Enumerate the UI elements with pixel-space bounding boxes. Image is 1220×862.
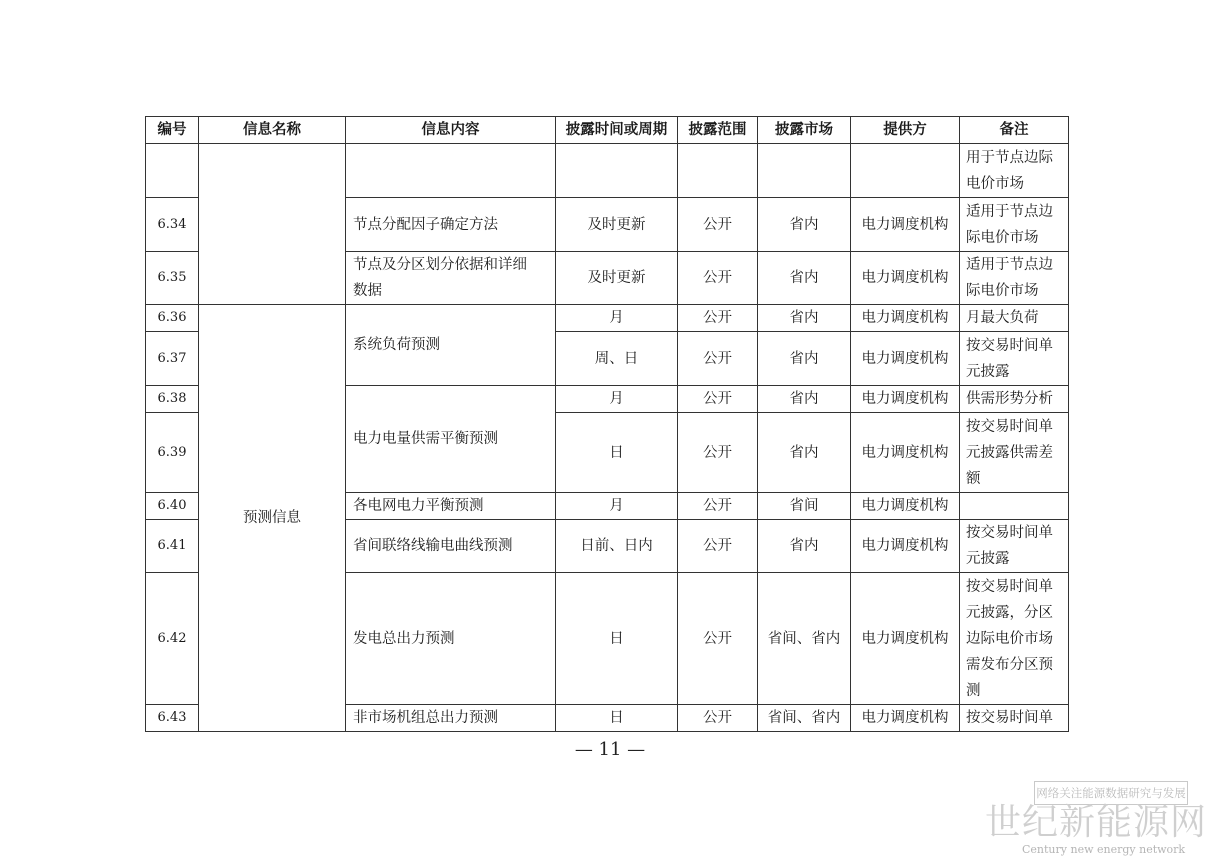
header-period: 披露时间或周期 bbox=[556, 117, 678, 144]
content-line: 节点及分区划分依据和详细 bbox=[353, 257, 527, 273]
cell-period: 月 bbox=[556, 386, 678, 413]
cell-scope: 公开 bbox=[678, 705, 758, 732]
cell-number: 6.36 bbox=[146, 305, 199, 332]
cell-provider: 电力调度机构 bbox=[851, 386, 960, 413]
cell-period: 日 bbox=[556, 705, 678, 732]
cell-number: 6.42 bbox=[146, 573, 199, 705]
header-note: 备注 bbox=[960, 117, 1069, 144]
cell-note bbox=[960, 413, 1069, 493]
note-line: 元披露供需差 bbox=[966, 444, 1053, 461]
cell-number: 6.34 bbox=[146, 198, 199, 252]
cell-info-name: 预测信息 bbox=[199, 305, 346, 732]
cell-number: 6.37 bbox=[146, 332, 199, 386]
cell-provider: 电力调度机构 bbox=[851, 305, 960, 332]
note-line: 元披露 bbox=[966, 363, 1010, 380]
note-line: 按交易时间单 bbox=[966, 525, 1053, 541]
table-row-continuation bbox=[146, 144, 1069, 198]
note-line: 按交易时间单 bbox=[966, 578, 1053, 595]
cell-market: 省间、省内 bbox=[758, 705, 851, 732]
note-line: 需发布分区预 bbox=[966, 656, 1053, 673]
cell-market: 省内 bbox=[758, 386, 851, 413]
cell-info-name-prev bbox=[199, 144, 346, 305]
cell-period: 月 bbox=[556, 493, 678, 520]
cell-scope: 公开 bbox=[678, 252, 758, 305]
cell-market: 省间 bbox=[758, 493, 851, 520]
cell-provider: 电力调度机构 bbox=[851, 493, 960, 520]
note-line: 元披露 bbox=[966, 551, 1010, 567]
header-scope: 披露范围 bbox=[678, 117, 758, 144]
cell-provider: 电力调度机构 bbox=[851, 332, 960, 386]
cell-note bbox=[960, 573, 1069, 705]
header-info-name: 信息名称 bbox=[199, 117, 346, 144]
cell-period: 日前、日内 bbox=[556, 520, 678, 573]
cell-provider: 电力调度机构 bbox=[851, 520, 960, 573]
cell-period: 月 bbox=[556, 305, 678, 332]
note-line: 元披露，分区 bbox=[966, 604, 1053, 621]
cell-note bbox=[960, 198, 1069, 252]
note-line: 额 bbox=[966, 470, 981, 487]
watermark-tagline: 网络关注能源数据研究与发展 bbox=[1034, 781, 1188, 805]
cell-period: 日 bbox=[556, 573, 678, 705]
table-row bbox=[146, 305, 1069, 332]
note-line: 按交易时间单 bbox=[966, 418, 1053, 435]
cell-content: 电力电量供需平衡预测 bbox=[346, 386, 556, 493]
cell-market: 省内 bbox=[758, 198, 851, 252]
cell-number: 6.35 bbox=[146, 252, 199, 305]
cell-note bbox=[960, 252, 1069, 305]
header-number: 编号 bbox=[146, 117, 199, 144]
cell-content: 发电总出力预测 bbox=[346, 573, 556, 705]
cell-scope: 公开 bbox=[678, 493, 758, 520]
cell-market bbox=[758, 144, 851, 198]
cell-period: 及时更新 bbox=[556, 198, 678, 252]
watermark-logo: 世纪新能源网 bbox=[985, 802, 1208, 843]
cell-number: 6.39 bbox=[146, 413, 199, 493]
note-line: 际电价市场 bbox=[966, 229, 1039, 246]
header-provider: 提供方 bbox=[851, 117, 960, 144]
cell-market: 省间、省内 bbox=[758, 573, 851, 705]
cell-note: 月最大负荷 bbox=[960, 305, 1069, 332]
table-header-row bbox=[146, 117, 1069, 144]
cell-market: 省内 bbox=[758, 252, 851, 305]
cell-market: 省内 bbox=[758, 413, 851, 493]
note-line: 适用于节点边 bbox=[966, 257, 1053, 273]
watermark-english: Century new energy network bbox=[1022, 843, 1186, 856]
cell-number: 6.38 bbox=[146, 386, 199, 413]
note-line: 电价市场 bbox=[966, 175, 1024, 192]
cell-number bbox=[146, 144, 199, 198]
cell-scope: 公开 bbox=[678, 386, 758, 413]
header-market: 披露市场 bbox=[758, 117, 851, 144]
cell-content bbox=[346, 252, 556, 305]
cell-period bbox=[556, 144, 678, 198]
note-line: 用于节点边际 bbox=[966, 149, 1053, 166]
header-info-content: 信息内容 bbox=[346, 117, 556, 144]
cell-provider bbox=[851, 144, 960, 198]
cell-scope: 公开 bbox=[678, 305, 758, 332]
note-line: 按交易时间单 bbox=[966, 337, 1053, 354]
info-disclosure-table bbox=[145, 116, 1069, 732]
cell-market: 省内 bbox=[758, 520, 851, 573]
cell-period: 周、日 bbox=[556, 332, 678, 386]
cell-note bbox=[960, 520, 1069, 573]
cell-content: 节点分配因子确定方法 bbox=[346, 198, 556, 252]
cell-period: 及时更新 bbox=[556, 252, 678, 305]
cell-scope bbox=[678, 144, 758, 198]
cell-content: 系统负荷预测 bbox=[346, 305, 556, 386]
cell-provider: 电力调度机构 bbox=[851, 573, 960, 705]
cell-scope: 公开 bbox=[678, 413, 758, 493]
page-number: — 11 — bbox=[574, 739, 646, 760]
cell-period: 日 bbox=[556, 413, 678, 493]
cell-provider: 电力调度机构 bbox=[851, 198, 960, 252]
cell-note bbox=[960, 493, 1069, 520]
note-line: 际电价市场 bbox=[966, 283, 1039, 299]
cell-content bbox=[346, 144, 556, 198]
cell-provider: 电力调度机构 bbox=[851, 252, 960, 305]
cell-scope: 公开 bbox=[678, 573, 758, 705]
cell-scope: 公开 bbox=[678, 332, 758, 386]
cell-scope: 公开 bbox=[678, 520, 758, 573]
content-line: 数据 bbox=[353, 283, 382, 299]
cell-market: 省内 bbox=[758, 332, 851, 386]
cell-number: 6.40 bbox=[146, 493, 199, 520]
cell-content: 非市场机组总出力预测 bbox=[346, 705, 556, 732]
cell-note bbox=[960, 144, 1069, 198]
cell-note: 供需形势分析 bbox=[960, 386, 1069, 413]
note-line: 适用于节点边 bbox=[966, 203, 1053, 220]
cell-market: 省内 bbox=[758, 305, 851, 332]
note-line: 测 bbox=[966, 682, 981, 699]
cell-scope: 公开 bbox=[678, 198, 758, 252]
cell-provider: 电力调度机构 bbox=[851, 705, 960, 732]
cell-content: 省间联络线输电曲线预测 bbox=[346, 520, 556, 573]
note-line: 边际电价市场 bbox=[966, 630, 1053, 647]
cell-number: 6.41 bbox=[146, 520, 199, 573]
cell-note: 按交易时间单 bbox=[960, 705, 1069, 732]
cell-note bbox=[960, 332, 1069, 386]
cell-provider: 电力调度机构 bbox=[851, 413, 960, 493]
cell-number: 6.43 bbox=[146, 705, 199, 732]
cell-content: 各电网电力平衡预测 bbox=[346, 493, 556, 520]
